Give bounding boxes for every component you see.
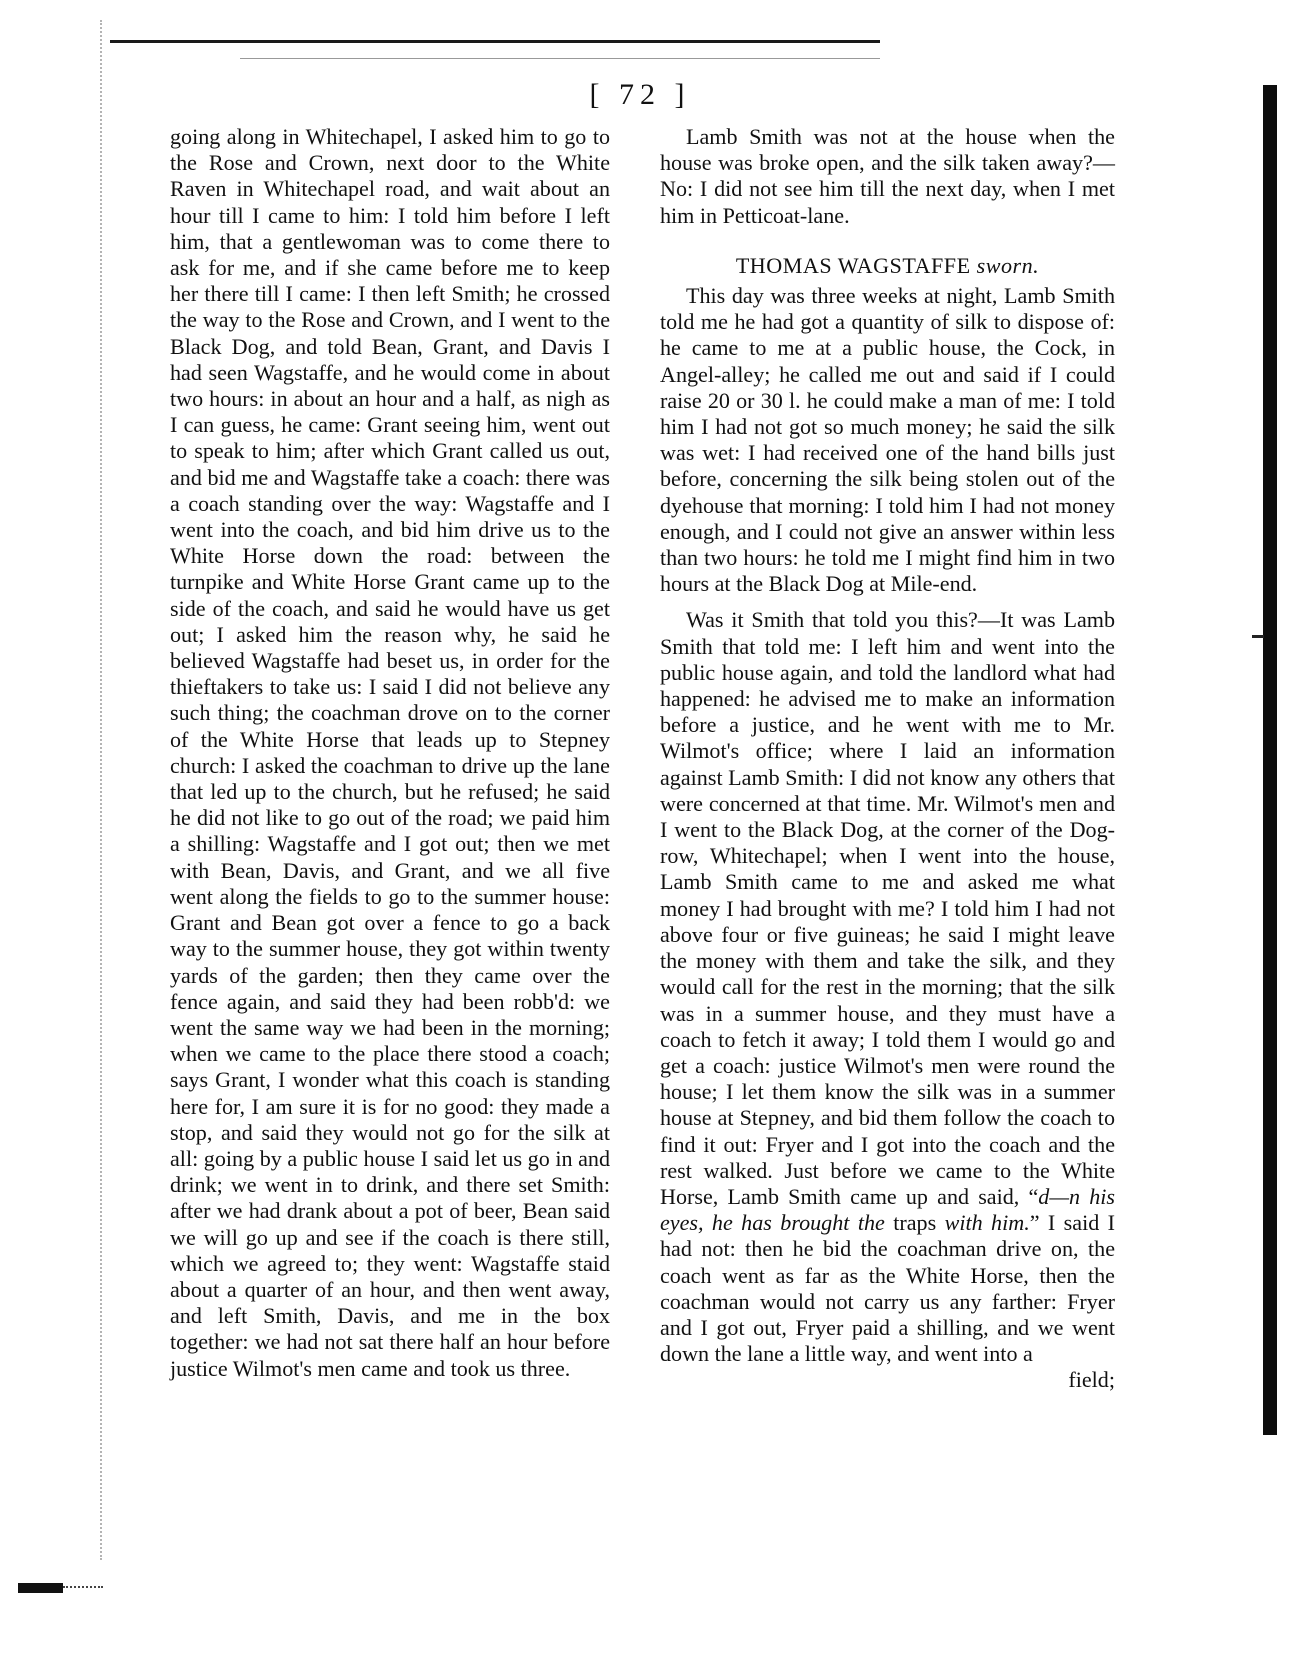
catchword: field; [1068, 1367, 1115, 1393]
page-number: [ 72 ] [589, 78, 691, 111]
binding-shadow [1263, 85, 1277, 1435]
quote-italic-d: with him. [944, 1210, 1030, 1236]
question-paragraph: Lamb Smith was not at the house when the house was broke open, and the silk taken away?—No: I did not see him till the next day, when I met him in Petticoat-lane. [660, 124, 1115, 228]
ink-blot [18, 1583, 63, 1593]
quote-italic-a: d—n his eyes, he has brought [660, 1183, 1115, 1236]
witness-heading [660, 253, 1115, 279]
testimony-paragraph-1: This day was three weeks at night, Lamb Smith told me he had got a quantity of silk to dispose of: he came to me at a public house, the Cock, in Angel-alley; he called me out and said if I could raise 20 or 30 l. he could make a man of me: I told him I had not got so much money; he said the silk was wet: I had received one of the hand bills just before, concerning the silk being stolen out of the dyehouse that morning: I told him I had not money enough, and I could not give an answer within less than two hours: he told me I might find him in two hours at the Black Dog at Mile-end. [660, 283, 1115, 597]
top-rule-faint [240, 58, 880, 59]
left-margin-marks [100, 20, 116, 1560]
testimony-text-a: Was it Smith that told you this?—It was Lamb Smith that told me: I left him and went into the public house again, and told the landlord what had happened: he advised me to make an information before a justice, and he went with me to Mr. Wilmot's office; where I laid an information against Lamb Smith: I did not know any others that were concerned at that time. Mr. Wilmot's men and I went to the Black Dog, at the corner of the Dog-row, Whitechapel; when I went into the house, Lamb Smith came to me and asked me what money I had brought with me? I told him I had not above four or five guineas; he said I might leave the money with them and take the silk, and they would call for the rest in the morning; that the silk was in a summer house, and they must have a coach to fetch it away; I told them I would go and get a coach: justice Wilmot's men were round the house; I let them know the silk was in a summer house at Stepney, and bid them follow the coach to find it out: Fryer and I got into the coach and the rest walked. Just before we came to the White Horse, Lamb Smith came up and said, “ [660, 607, 1115, 1209]
testimony-paragraph-2 [660, 607, 1115, 1367]
quote-roman-c: traps [893, 1210, 937, 1236]
left-paragraph: going along in Whitechapel, I asked him to go to the Rose and Crown, next door to the White Raven in Whitechapel road, and wait about an hour till I came to him: I told him before I left him, that a gentlewoman was to come there to ask for me, and if she came before me to keep her there till I came: I then left Smith; he crossed the way to the Rose and Crown, and I went to the Black Dog, and told Bean, Grant, and Davis I had seen Wagstaffe, and he would come in about two hours: in about an hour and a half, as nigh as I can guess, he came: Grant seeing him, went out to speak to him; after which Grant called us out, and bid me and Wagstaffe take a coach: there was a coach standing over the way: Wagstaffe and I went into the coach, and bid him drive us to the White Horse down the road: between the turnpike and White Horse Grant came up to the side of the coach, and said he would have us get out; I asked him the reason why, he said he believed Wagstaffe had beset us, in order for the thieftakers to take us: I said I did not believe any such thing; the coachman drove on to the corner of the White Horse that leads up to Stepney church: I asked the coachman to drive up the lane that led up to the church, but he refused; he said he did not like to go out of the road; we paid him a shilling: Wagstaffe and I got out; then we met with Bean, Davis, and Grant, and we all five went along the fields to go to the summer house: Grant and Bean got over a fence to go a back way to the summer house, they got within twenty yards of the garden; then they came over the fence again, and said they had been robb'd: we went the same way we had been in the morning; when we came to the place there stood a coach; says Grant, I wonder what this coach is standing here for, I am sure it is for no good: they made a stop, and said they would not go for the silk at all: going by a public house I said let us go in and drink; we went in to drink, and there set Smith: after we had drank about a pot of beer, Bean said we will go up and see if the coach is there still, which we agreed to; they went: Wagstaffe staid about a quarter of an hour, and then went away, and left Smith, Davis, and me in the box together: we had not sat there half an hour before justice Wilmot's men came and took us three. [170, 124, 610, 1381]
margin-tick [1252, 635, 1264, 638]
witness-name: THOMAS WAGSTAFFE [735, 252, 971, 278]
top-rule [110, 40, 880, 43]
witness-sworn: sworn. [976, 252, 1040, 278]
testimony-text-b: ” I said I had not: then he bid the coachman drive on, the coach went as far as the White Horse, then the coachman would not carry us any farther: Fryer and I got out, Fryer paid a shilling, and we went down the lane a little way, and went into a [660, 1210, 1116, 1367]
left-column [170, 124, 610, 1382]
ink-dots [63, 1586, 103, 1590]
right-column [660, 124, 1115, 1394]
quote-italic-b: the [857, 1210, 885, 1236]
